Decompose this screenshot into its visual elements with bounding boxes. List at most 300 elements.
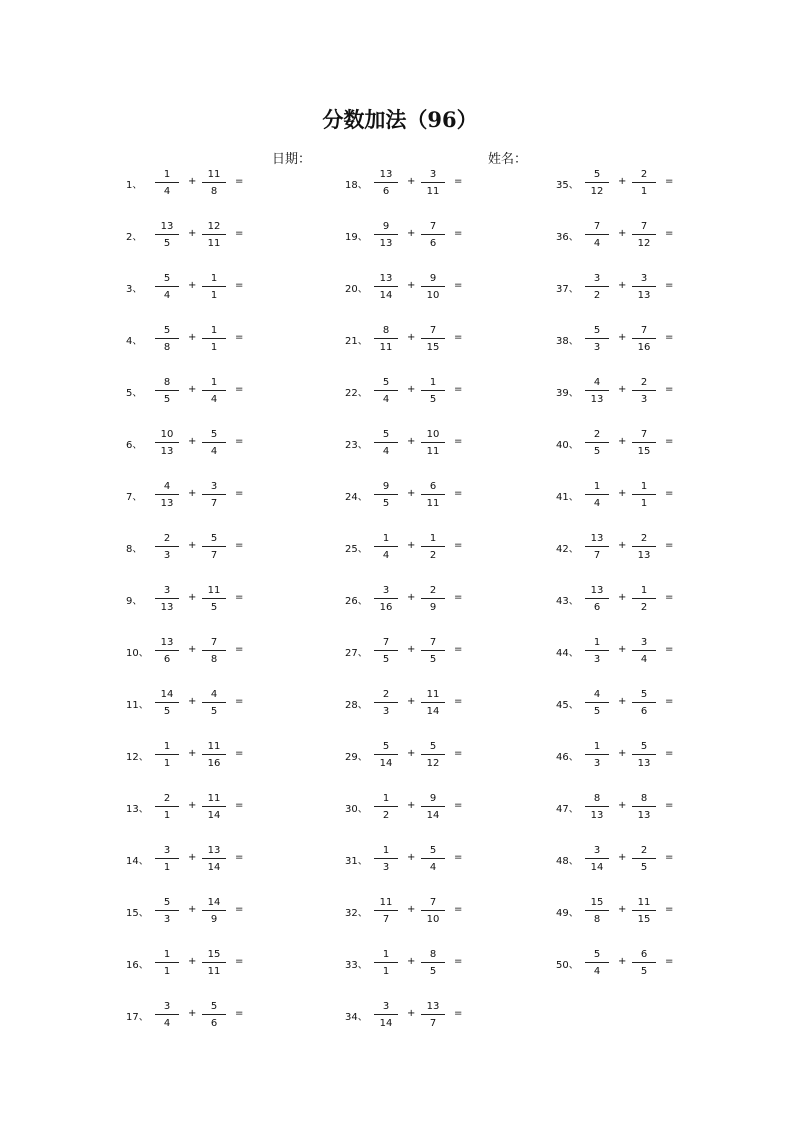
fraction-bar: [155, 286, 179, 287]
plus-sign: +: [407, 332, 416, 343]
fraction-1: [154, 1000, 180, 1030]
numerator: 1: [593, 481, 601, 492]
plus-sign: +: [618, 696, 627, 707]
problem-row: [556, 688, 756, 740]
fraction-bar: [585, 338, 609, 339]
fraction-1: [154, 324, 180, 354]
numerator: 3: [382, 585, 390, 596]
denominator: 5: [382, 654, 390, 665]
numerator: 3: [163, 1001, 171, 1012]
equals-sign: =: [454, 436, 463, 447]
fraction-1: [373, 220, 399, 250]
plus-sign: +: [188, 852, 197, 863]
fraction-2: [420, 948, 446, 978]
fraction-bar: [155, 806, 179, 807]
fraction-2: [201, 428, 227, 458]
numerator: 3: [210, 481, 218, 492]
fraction-bar: [421, 390, 445, 391]
fraction-2: [631, 324, 657, 354]
problem-row: [345, 792, 545, 844]
fraction-bar: [374, 1014, 398, 1015]
fraction-bar: [374, 234, 398, 235]
fraction-1: [584, 896, 610, 926]
plus-sign: +: [618, 228, 627, 239]
plus-sign: +: [618, 748, 627, 759]
fraction-bar: [374, 858, 398, 859]
problem-number: 1、: [126, 180, 143, 191]
denominator: 5: [163, 706, 171, 717]
numerator: 14: [207, 897, 221, 908]
denominator: 1: [163, 966, 171, 977]
numerator: 13: [590, 585, 604, 596]
plus-sign: +: [188, 800, 197, 811]
problem-column-2: [345, 168, 545, 1052]
numerator: 7: [382, 637, 390, 648]
problem-row: [556, 636, 756, 688]
denominator: 5: [429, 966, 437, 977]
numerator: 4: [163, 481, 171, 492]
problem-row: [556, 168, 756, 220]
fraction-2: [631, 168, 657, 198]
denominator: 13: [160, 498, 174, 509]
equals-sign: =: [454, 176, 463, 187]
equals-sign: =: [665, 436, 674, 447]
fraction-bar: [374, 962, 398, 963]
fraction-2: [420, 168, 446, 198]
fraction-1: [373, 168, 399, 198]
numerator: 11: [207, 741, 221, 752]
numerator: 14: [160, 689, 174, 700]
fraction-bar: [421, 338, 445, 339]
plus-sign: +: [188, 904, 197, 915]
problem-row: [126, 428, 326, 480]
problem-number: 19、: [345, 232, 368, 243]
numerator: 13: [379, 169, 393, 180]
plus-sign: +: [407, 644, 416, 655]
denominator: 3: [382, 706, 390, 717]
fraction-2: [631, 948, 657, 978]
equals-sign: =: [235, 332, 244, 343]
fraction-1: [154, 740, 180, 770]
fraction-1: [373, 792, 399, 822]
denominator: 10: [426, 290, 440, 301]
plus-sign: +: [188, 436, 197, 447]
fraction-bar: [585, 806, 609, 807]
problem-row: [126, 272, 326, 324]
equals-sign: =: [665, 280, 674, 291]
fraction-1: [373, 1000, 399, 1030]
denominator: 16: [207, 758, 221, 769]
fraction-bar: [585, 182, 609, 183]
fraction-1: [584, 220, 610, 250]
numerator: 2: [429, 585, 437, 596]
problem-row: [126, 740, 326, 792]
numerator: 5: [429, 741, 437, 752]
numerator: 11: [426, 689, 440, 700]
problem-number: 43、: [556, 596, 579, 607]
equals-sign: =: [665, 228, 674, 239]
numerator: 7: [210, 637, 218, 648]
fraction-2: [420, 480, 446, 510]
denominator: 2: [382, 810, 390, 821]
fraction-bar: [155, 754, 179, 755]
fraction-bar: [421, 494, 445, 495]
numerator: 10: [426, 429, 440, 440]
denominator: 13: [590, 810, 604, 821]
plus-sign: +: [618, 540, 627, 551]
fraction-bar: [632, 858, 656, 859]
equals-sign: =: [235, 904, 244, 915]
fraction-1: [373, 740, 399, 770]
numerator: 1: [210, 377, 218, 388]
numerator: 5: [640, 689, 648, 700]
denominator: 14: [207, 862, 221, 873]
numerator: 3: [429, 169, 437, 180]
numerator: 5: [210, 429, 218, 440]
numerator: 12: [207, 221, 221, 232]
fraction-1: [154, 948, 180, 978]
fraction-1: [584, 376, 610, 406]
plus-sign: +: [188, 592, 197, 603]
worksheet-title: 分数加法（96）: [322, 107, 478, 132]
equals-sign: =: [665, 800, 674, 811]
problem-row: [556, 376, 756, 428]
denominator: 15: [637, 914, 651, 925]
problem-number: 18、: [345, 180, 368, 191]
fraction-2: [201, 844, 227, 874]
numerator: 2: [593, 429, 601, 440]
problem-row: [345, 584, 545, 636]
fraction-bar: [202, 338, 226, 339]
fraction-2: [631, 532, 657, 562]
problem-number: 27、: [345, 648, 368, 659]
fraction-2: [631, 844, 657, 874]
problem-row: [126, 168, 326, 220]
plus-sign: +: [407, 592, 416, 603]
denominator: 15: [637, 446, 651, 457]
equals-sign: =: [454, 488, 463, 499]
fraction-bar: [202, 650, 226, 651]
problem-row: [556, 792, 756, 844]
numerator: 6: [640, 949, 648, 960]
fraction-bar: [202, 546, 226, 547]
fraction-2: [201, 1000, 227, 1030]
problem-number: 46、: [556, 752, 579, 763]
fraction-2: [201, 324, 227, 354]
problem-row: [126, 220, 326, 272]
fraction-2: [420, 428, 446, 458]
problem-number: 7、: [126, 492, 143, 503]
numerator: 3: [593, 273, 601, 284]
fraction-bar: [421, 1014, 445, 1015]
fraction-bar: [585, 858, 609, 859]
problem-row: [345, 324, 545, 376]
numerator: 1: [210, 273, 218, 284]
fraction-2: [201, 948, 227, 978]
problem-number: 3、: [126, 284, 143, 295]
fraction-1: [373, 896, 399, 926]
name-label: 姓名：: [488, 152, 528, 167]
numerator: 1: [593, 637, 601, 648]
denominator: 6: [640, 706, 648, 717]
numerator: 7: [429, 221, 437, 232]
fraction-bar: [374, 182, 398, 183]
fraction-2: [631, 584, 657, 614]
problem-number: 12、: [126, 752, 149, 763]
numerator: 8: [429, 949, 437, 960]
fraction-2: [631, 792, 657, 822]
problem-row: [556, 584, 756, 636]
problem-row: [126, 376, 326, 428]
problem-row: [345, 636, 545, 688]
plus-sign: +: [188, 644, 197, 655]
problem-row: [126, 688, 326, 740]
problem-row: [126, 948, 326, 1000]
numerator: 8: [163, 377, 171, 388]
equals-sign: =: [235, 436, 244, 447]
problem-number: 29、: [345, 752, 368, 763]
denominator: 5: [210, 602, 218, 613]
numerator: 1: [640, 585, 648, 596]
denominator: 14: [590, 862, 604, 873]
numerator: 2: [640, 533, 648, 544]
denominator: 4: [593, 238, 601, 249]
denominator: 3: [593, 654, 601, 665]
fraction-bar: [155, 442, 179, 443]
problem-number: 40、: [556, 440, 579, 451]
fraction-bar: [374, 754, 398, 755]
plus-sign: +: [407, 696, 416, 707]
equals-sign: =: [454, 696, 463, 707]
plus-sign: +: [407, 436, 416, 447]
plus-sign: +: [407, 800, 416, 811]
equals-sign: =: [235, 644, 244, 655]
denominator: 11: [207, 966, 221, 977]
plus-sign: +: [188, 384, 197, 395]
plus-sign: +: [618, 800, 627, 811]
fraction-2: [420, 532, 446, 562]
problem-column-1: [126, 168, 326, 1052]
equals-sign: =: [454, 280, 463, 291]
fraction-bar: [202, 702, 226, 703]
fraction-bar: [585, 962, 609, 963]
fraction-bar: [632, 754, 656, 755]
problem-number: 9、: [126, 596, 143, 607]
numerator: 7: [429, 325, 437, 336]
denominator: 6: [429, 238, 437, 249]
numerator: 5: [163, 273, 171, 284]
numerator: 8: [640, 793, 648, 804]
denominator: 1: [163, 862, 171, 873]
problem-number: 39、: [556, 388, 579, 399]
denominator: 4: [163, 1018, 171, 1029]
plus-sign: +: [618, 852, 627, 863]
fraction-bar: [585, 702, 609, 703]
numerator: 8: [382, 325, 390, 336]
fraction-bar: [632, 390, 656, 391]
denominator: 4: [593, 966, 601, 977]
fraction-bar: [585, 442, 609, 443]
denominator: 5: [163, 238, 171, 249]
numerator: 1: [640, 481, 648, 492]
equals-sign: =: [235, 384, 244, 395]
numerator: 7: [593, 221, 601, 232]
fraction-bar: [155, 338, 179, 339]
problem-number: 21、: [345, 336, 368, 347]
denominator: 4: [382, 446, 390, 457]
problem-number: 36、: [556, 232, 579, 243]
fraction-2: [631, 376, 657, 406]
denominator: 13: [637, 290, 651, 301]
equals-sign: =: [454, 540, 463, 551]
denominator: 3: [593, 758, 601, 769]
problem-row: [556, 220, 756, 272]
fraction-2: [420, 896, 446, 926]
fraction-bar: [374, 494, 398, 495]
problem-row: [126, 636, 326, 688]
numerator: 9: [429, 793, 437, 804]
numerator: 5: [163, 325, 171, 336]
fraction-bar: [421, 598, 445, 599]
numerator: 3: [382, 1001, 390, 1012]
plus-sign: +: [188, 228, 197, 239]
plus-sign: +: [188, 1008, 197, 1019]
numerator: 3: [163, 585, 171, 596]
equals-sign: =: [665, 332, 674, 343]
fraction-1: [584, 168, 610, 198]
problem-row: [345, 480, 545, 532]
fraction-2: [420, 636, 446, 666]
fraction-bar: [202, 910, 226, 911]
fraction-2: [420, 324, 446, 354]
fraction-2: [420, 272, 446, 302]
numerator: 7: [640, 325, 648, 336]
fraction-2: [631, 220, 657, 250]
denominator: 13: [160, 446, 174, 457]
denominator: 13: [637, 758, 651, 769]
denominator: 8: [210, 654, 218, 665]
fraction-bar: [632, 650, 656, 651]
plus-sign: +: [407, 488, 416, 499]
equals-sign: =: [454, 332, 463, 343]
denominator: 4: [382, 394, 390, 405]
plus-sign: +: [618, 592, 627, 603]
fraction-bar: [421, 910, 445, 911]
fraction-bar: [202, 442, 226, 443]
equals-sign: =: [454, 852, 463, 863]
fraction-bar: [585, 754, 609, 755]
denominator: 14: [379, 1018, 393, 1029]
denominator: 4: [382, 550, 390, 561]
problem-row: [556, 948, 756, 1000]
numerator: 9: [429, 273, 437, 284]
denominator: 3: [593, 342, 601, 353]
fraction-bar: [421, 182, 445, 183]
problem-row: [345, 168, 545, 220]
equals-sign: =: [665, 956, 674, 967]
fraction-2: [420, 844, 446, 874]
denominator: 5: [382, 498, 390, 509]
denominator: 5: [429, 394, 437, 405]
problem-number: 22、: [345, 388, 368, 399]
problem-number: 26、: [345, 596, 368, 607]
plus-sign: +: [618, 332, 627, 343]
problem-row: [345, 532, 545, 584]
fraction-bar: [155, 962, 179, 963]
equals-sign: =: [454, 956, 463, 967]
fraction-1: [584, 272, 610, 302]
numerator: 10: [160, 429, 174, 440]
fraction-2: [420, 1000, 446, 1030]
fraction-bar: [374, 650, 398, 651]
denominator: 11: [426, 446, 440, 457]
plus-sign: +: [618, 644, 627, 655]
problem-row: [126, 792, 326, 844]
numerator: 5: [640, 741, 648, 752]
denominator: 11: [426, 498, 440, 509]
date-label: 日期：: [272, 152, 312, 167]
denominator: 2: [593, 290, 601, 301]
numerator: 2: [163, 793, 171, 804]
fraction-bar: [421, 650, 445, 651]
numerator: 4: [593, 377, 601, 388]
fraction-bar: [374, 702, 398, 703]
problem-row: [556, 480, 756, 532]
numerator: 5: [593, 949, 601, 960]
denominator: 5: [593, 706, 601, 717]
denominator: 7: [210, 550, 218, 561]
equals-sign: =: [454, 228, 463, 239]
problem-number: 42、: [556, 544, 579, 555]
fraction-bar: [155, 390, 179, 391]
fraction-bar: [585, 286, 609, 287]
denominator: 12: [426, 758, 440, 769]
fraction-bar: [421, 806, 445, 807]
plus-sign: +: [188, 176, 197, 187]
fraction-bar: [632, 494, 656, 495]
equals-sign: =: [235, 592, 244, 603]
fraction-bar: [155, 650, 179, 651]
equals-sign: =: [665, 852, 674, 863]
numerator: 9: [382, 481, 390, 492]
fraction-1: [373, 636, 399, 666]
denominator: 14: [379, 290, 393, 301]
problem-number: 20、: [345, 284, 368, 295]
denominator: 1: [163, 758, 171, 769]
fraction-1: [584, 428, 610, 458]
equals-sign: =: [235, 488, 244, 499]
plus-sign: +: [407, 956, 416, 967]
problem-number: 33、: [345, 960, 368, 971]
problem-number: 34、: [345, 1012, 368, 1023]
plus-sign: +: [407, 852, 416, 863]
plus-sign: +: [407, 1008, 416, 1019]
denominator: 12: [590, 186, 604, 197]
problem-row: [345, 948, 545, 1000]
plus-sign: +: [618, 488, 627, 499]
fraction-2: [420, 584, 446, 614]
denominator: 1: [210, 342, 218, 353]
numerator: 2: [163, 533, 171, 544]
fraction-bar: [155, 494, 179, 495]
numerator: 5: [593, 169, 601, 180]
equals-sign: =: [235, 800, 244, 811]
fraction-1: [154, 636, 180, 666]
numerator: 5: [429, 845, 437, 856]
fraction-1: [373, 584, 399, 614]
fraction-bar: [374, 286, 398, 287]
plus-sign: +: [188, 280, 197, 291]
